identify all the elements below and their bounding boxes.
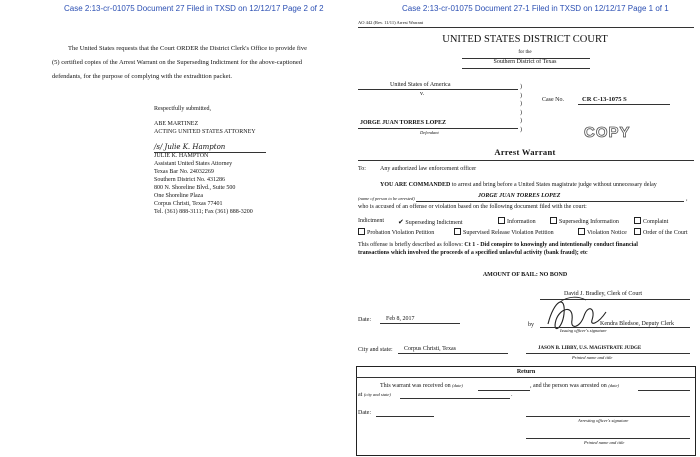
signer-name: ABE MARTINEZ — [154, 121, 199, 127]
option-complaint — [634, 218, 668, 225]
city-line — [398, 353, 508, 354]
defendant-line — [358, 128, 518, 129]
person-name: JORGE JUAN TORRES LOPEZ — [478, 193, 561, 199]
option-superseding-information — [550, 218, 619, 225]
option-superseding-indictment — [398, 218, 463, 226]
return-date-field-line — [376, 416, 434, 417]
signer-title: ACTING UNITED STATES ATTORNEY — [154, 129, 256, 135]
person-label: (name of person to be arrested) — [358, 196, 415, 201]
option-label: Superseding Information — [559, 218, 619, 225]
return-text-1: This warrant was received on — [380, 383, 451, 389]
top-rule — [358, 27, 694, 28]
plaintiff: United States of America — [390, 82, 451, 88]
arresting-label: Arresting officer's signature — [578, 418, 629, 423]
return-title-rule — [356, 377, 695, 378]
offense-line-2: transactions which involved the proceeds of a specified unlawful activity (bank fraud); etc — [358, 250, 588, 256]
date-value: Feb 8, 2017 — [386, 316, 415, 322]
return-date-label-2: (date) — [608, 383, 620, 388]
accused-text: who is accused of an offense or violation based on the following document filed with the court: — [358, 204, 587, 210]
deputy-rule — [540, 327, 690, 328]
right-document-page — [350, 0, 700, 457]
closing: Respectfully submitted, — [154, 106, 211, 112]
printed-label-2: Printed name and title — [584, 440, 625, 445]
option-label: Violation Notice — [587, 229, 627, 236]
return-date-label: (date) — [452, 383, 463, 388]
checkbox-icon — [634, 228, 641, 235]
return-box — [356, 366, 696, 456]
return-arrest-date-line — [638, 390, 690, 391]
commanded-bold: YOU ARE COMMANDED — [380, 182, 451, 188]
return-text-2: , and the person was arrested on — [530, 383, 607, 389]
option-violation-notice — [578, 229, 627, 236]
checkbox-icon — [634, 217, 641, 224]
option-supervised-release — [454, 229, 554, 236]
city-label: City and state: — [358, 347, 393, 353]
issuing-label: Issuing officer's signature — [560, 328, 607, 333]
court-title: UNITED STATES DISTRICT COURT — [442, 34, 608, 45]
offense-intro: This offense is briefly described as follows: — [358, 242, 463, 248]
return-period: . — [511, 392, 513, 398]
date-line — [380, 323, 460, 324]
caption-bracket: ) ) ) ) ) ) — [520, 84, 522, 133]
judge-line — [526, 353, 690, 354]
attorney-line: One Shoreline Plaza — [154, 193, 203, 199]
offense-line-1: Ct 1 - Did conspire to knowingly and intentionally conduct financial — [464, 242, 638, 248]
commanded-text: to arrest and bring before a United States magistrate judge without unnecessary delay — [451, 182, 657, 188]
body-line: The United States requests that the Court ORDER the District Clerk's Office to provide five — [68, 45, 307, 52]
defendant-label: Defendant — [420, 130, 439, 135]
clerk-line: David J. Bradley, Clerk of Court — [564, 291, 643, 297]
arresting-line — [526, 416, 690, 417]
attorney-line: Assistant United States Attorney — [154, 161, 233, 167]
option-probation — [358, 229, 434, 236]
attorney-line: Texas Bar No. 24032269 — [154, 169, 214, 175]
attorney-line: Tel. (361) 888-3111; Fax (361) 888-3200 — [154, 209, 253, 215]
option-label: Complaint — [643, 218, 669, 225]
option-order-of-court — [634, 229, 688, 236]
checkbox-icon — [498, 217, 505, 224]
option-label: Information — [507, 218, 536, 225]
to-text: Any authorized law enforcement officer — [380, 166, 477, 172]
attorney-line: 800 N. Shoreline Blvd., Suite 500 — [154, 185, 236, 191]
return-date-line — [478, 390, 530, 391]
checkbox-icon — [578, 228, 585, 235]
option-label: Supervised Release Violation Petition — [463, 229, 554, 236]
option-label: Superseding Indictment — [405, 220, 463, 226]
person-line — [416, 201, 684, 202]
copy-stamp: COPY — [584, 124, 631, 141]
return-date-field: Date: — [358, 410, 371, 416]
printed-label: Printed name and title — [572, 355, 613, 360]
to-label: To: — [358, 166, 366, 172]
return-at: at — [358, 392, 363, 398]
signature: /s/ Julie K. Hampton — [154, 143, 226, 151]
warrant-title: Arrest Warrant — [494, 147, 556, 157]
defendant-name: JORGE JUAN TORRES LOPEZ — [360, 120, 446, 126]
option-information — [498, 218, 536, 225]
case-no-label: Case No. — [542, 97, 564, 103]
city-value: Corpus Christi, Texas — [404, 346, 456, 352]
left-document-page — [0, 0, 340, 457]
for-the: for the — [518, 50, 532, 55]
date-label: Date: — [358, 317, 371, 323]
return-city-label: (city and state) — [363, 392, 391, 397]
versus: v. — [420, 91, 425, 97]
option-label: Probation Violation Petition — [367, 229, 435, 236]
checkmark-icon: ✔ — [398, 218, 404, 226]
attorney-line: Southern District No. 431286 — [154, 177, 225, 183]
option-label: Indictment — [358, 218, 384, 224]
case-number: CR C-13-1075 S — [582, 96, 627, 103]
bail-amount: AMOUNT OF BAIL: NO BOND — [482, 272, 568, 278]
option-label: Order of the Court — [643, 229, 688, 236]
case-no-line — [578, 104, 670, 105]
by-label: by — [528, 322, 534, 328]
option-indictment — [358, 218, 384, 224]
judge-name: JASON B. LIBBY, U.S. MAGISTRATE JUDGE — [538, 346, 642, 351]
left-page-header: Case 2:13-cr-01075 Document 27 Filed in TXSD on 12/12/17 Page 2 of 2 — [64, 4, 324, 13]
checkbox-icon — [358, 228, 365, 235]
return-city-line — [400, 398, 510, 399]
district: Southern District of Texas — [493, 59, 557, 65]
attorney-line: JULIE K. HAMPTON — [154, 153, 209, 159]
right-page-header: Case 2:13-cr-01075 Document 27-1 Filed in TXSD on 12/12/17 Page 1 of 1 — [402, 4, 669, 13]
deputy-line: Kendra Bledsoe, Deputy Clerk — [600, 321, 674, 327]
attorney-line: Corpus Christi, Texas 77401 — [154, 201, 223, 207]
form-id: AO 442 (Rev. 11/11) Arrest Warrant — [358, 20, 424, 25]
body-line: (5) certified copies of the Arrest Warrant on the Superseding Indictment for the above-captioned — [52, 59, 303, 66]
body-line: defendants, for the purpose of complying with the extradition packet. — [52, 73, 232, 80]
title-rule — [358, 160, 694, 161]
district-line — [462, 68, 590, 69]
comma: , — [686, 196, 688, 202]
plaintiff-line — [358, 89, 518, 90]
printed-line-2 — [526, 438, 690, 439]
checkbox-icon — [550, 217, 557, 224]
return-title: Return — [516, 369, 536, 375]
checkbox-icon — [454, 228, 461, 235]
